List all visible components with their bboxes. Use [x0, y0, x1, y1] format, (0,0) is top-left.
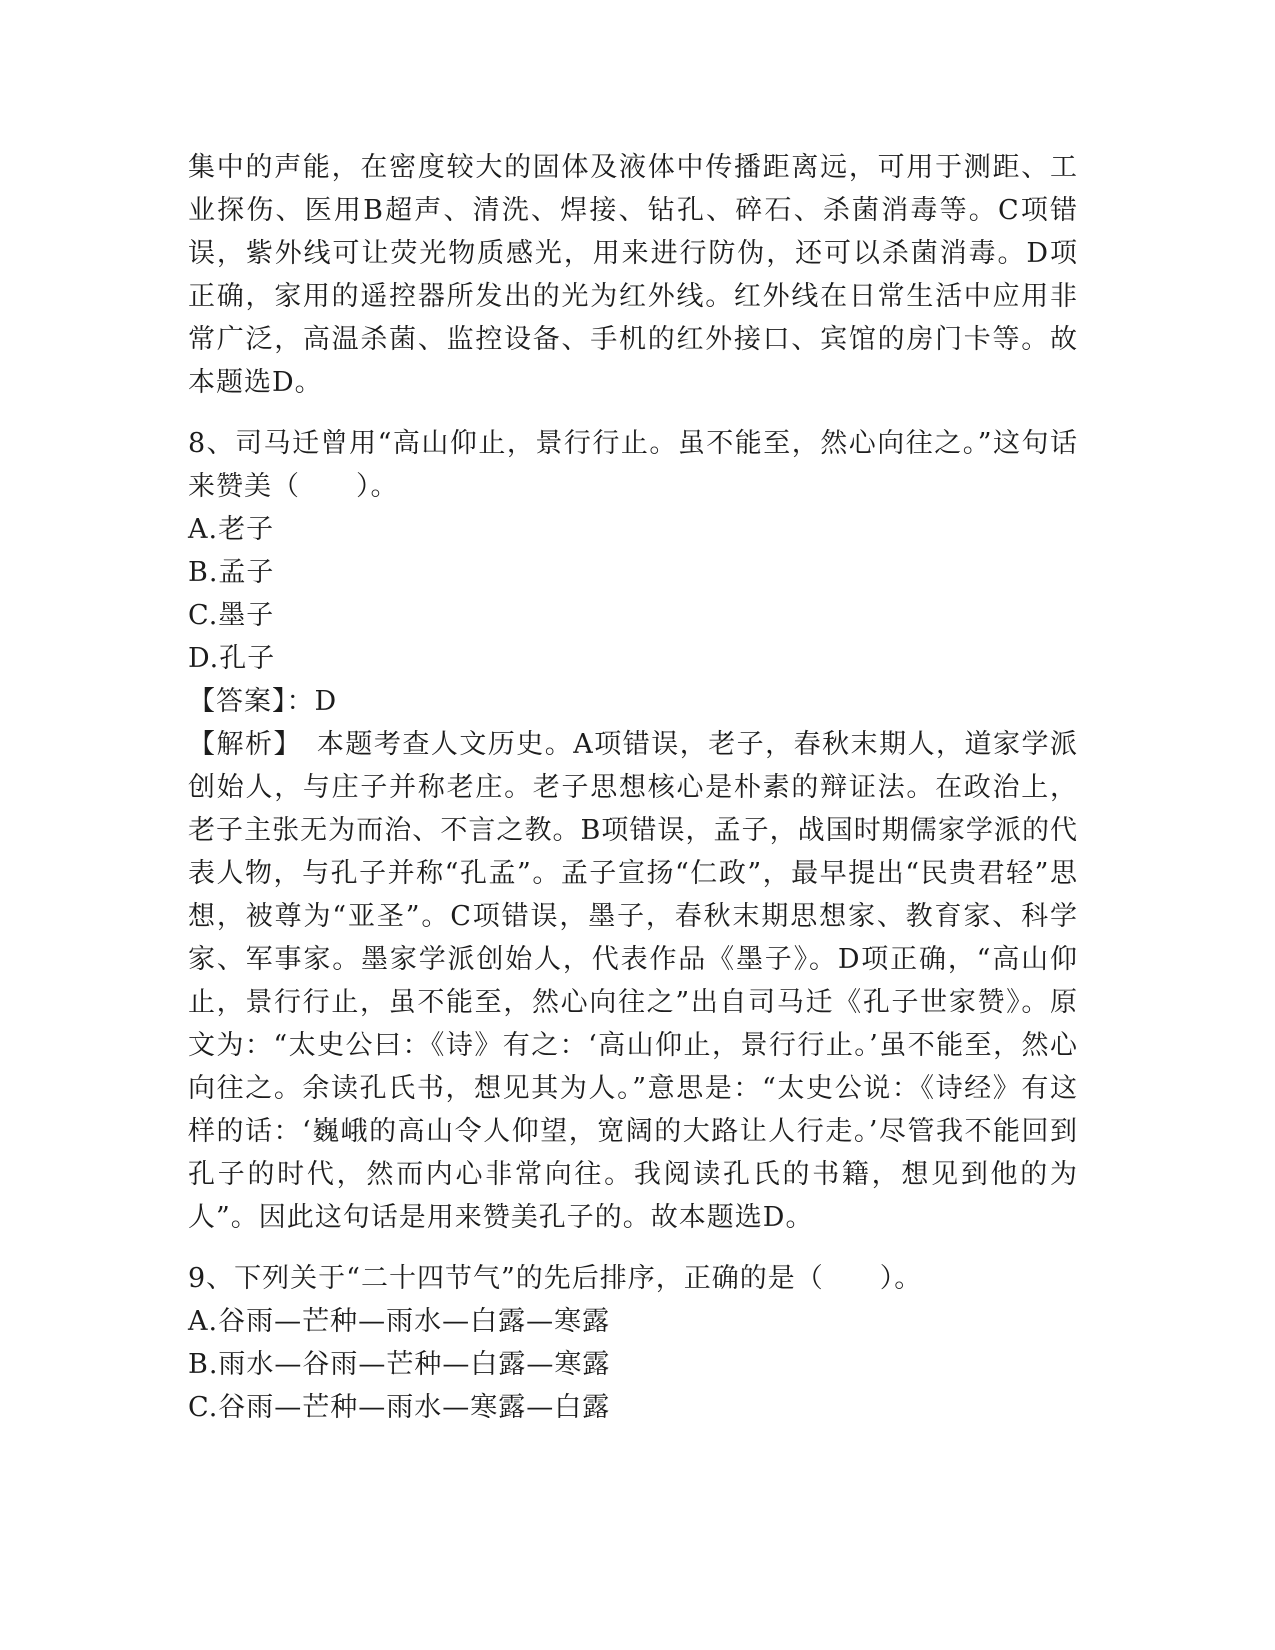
document-page: [188, 146, 1078, 1429]
q8-option-d: D.孔子: [188, 643, 276, 674]
q8-analysis: 【解析】 本题考查人文历史。A项错误，老子，春秋末期人，道家学派创始人，与庄子并称老庄。老子思想核心是朴素的辩证法。在政治上，老子主张无为而治、不言之教。B项错误，孟子，战国时期儒家学派的代表人物，与孔子并称“孔孟”。孟子宣扬“仁政”，最早提出“民贵君轻”思想，被尊为“亚圣”。C项错误，墨子，春秋末期思想家、教育家、科学家、军事家。墨家学派创始人，代表作品《墨子》。D项正确，“高山仰止，景行行止，虽不能至，然心向往之”出自司马迁《孔子世家赞》。原文为：“太史公曰：《诗》有之：‘高山仰止，景行行止。’虽不能至，然心向往之。余读孔氏书，想见其为人。”意思是：“太史公说：《诗经》有这样的话：‘巍峨的高山令人仰望，宽阔的大路让人行走。’尽管我不能回到孔子的时代，然而内心非常向往。我阅读孔氏的书籍，想见到他的为人”。因此这句话是用来赞美孔子的。故本题选D。: [188, 729, 1078, 1233]
q9-option-b: B.雨水—谷雨—芒种—白露—寒露: [188, 1349, 611, 1380]
q8-option-c: C.墨子: [188, 600, 275, 631]
q8-stem: 8、司马迁曾用“高山仰止，景行行止。虽不能至，然心向往之。”这句话来赞美（ ）。: [188, 428, 1078, 502]
q9-stem: 9、下列关于“二十四节气”的先后排序，正确的是（ ）。: [188, 1263, 923, 1294]
q9-option-c: C.谷雨—芒种—雨水—寒露—白露: [188, 1392, 611, 1423]
question-8: [188, 422, 1078, 1239]
q7-explanation-continued: 集中的声能，在密度较大的固体及液体中传播距离远，可用于测距、工业探伤、医用B超声、清洗、焊接、钻孔、碎石、杀菌消毒等。C项错误，紫外线可让荧光物质感光，用来进行防伪，还可以杀菌消毒。D项正确，家用的遥控器所发出的光为红外线。红外线在日常生活中应用非常广泛，高温杀菌、监控设备、手机的红外接口、宾馆的房门卡等。故本题选D。: [188, 152, 1078, 398]
question-9: [188, 1257, 1078, 1429]
q8-option-b: B.孟子: [188, 557, 275, 588]
q8-answer: 【答案】：D: [188, 686, 338, 717]
q9-option-a: A.谷雨—芒种—雨水—白露—寒露: [188, 1306, 611, 1337]
q8-option-a: A.老子: [188, 514, 275, 545]
